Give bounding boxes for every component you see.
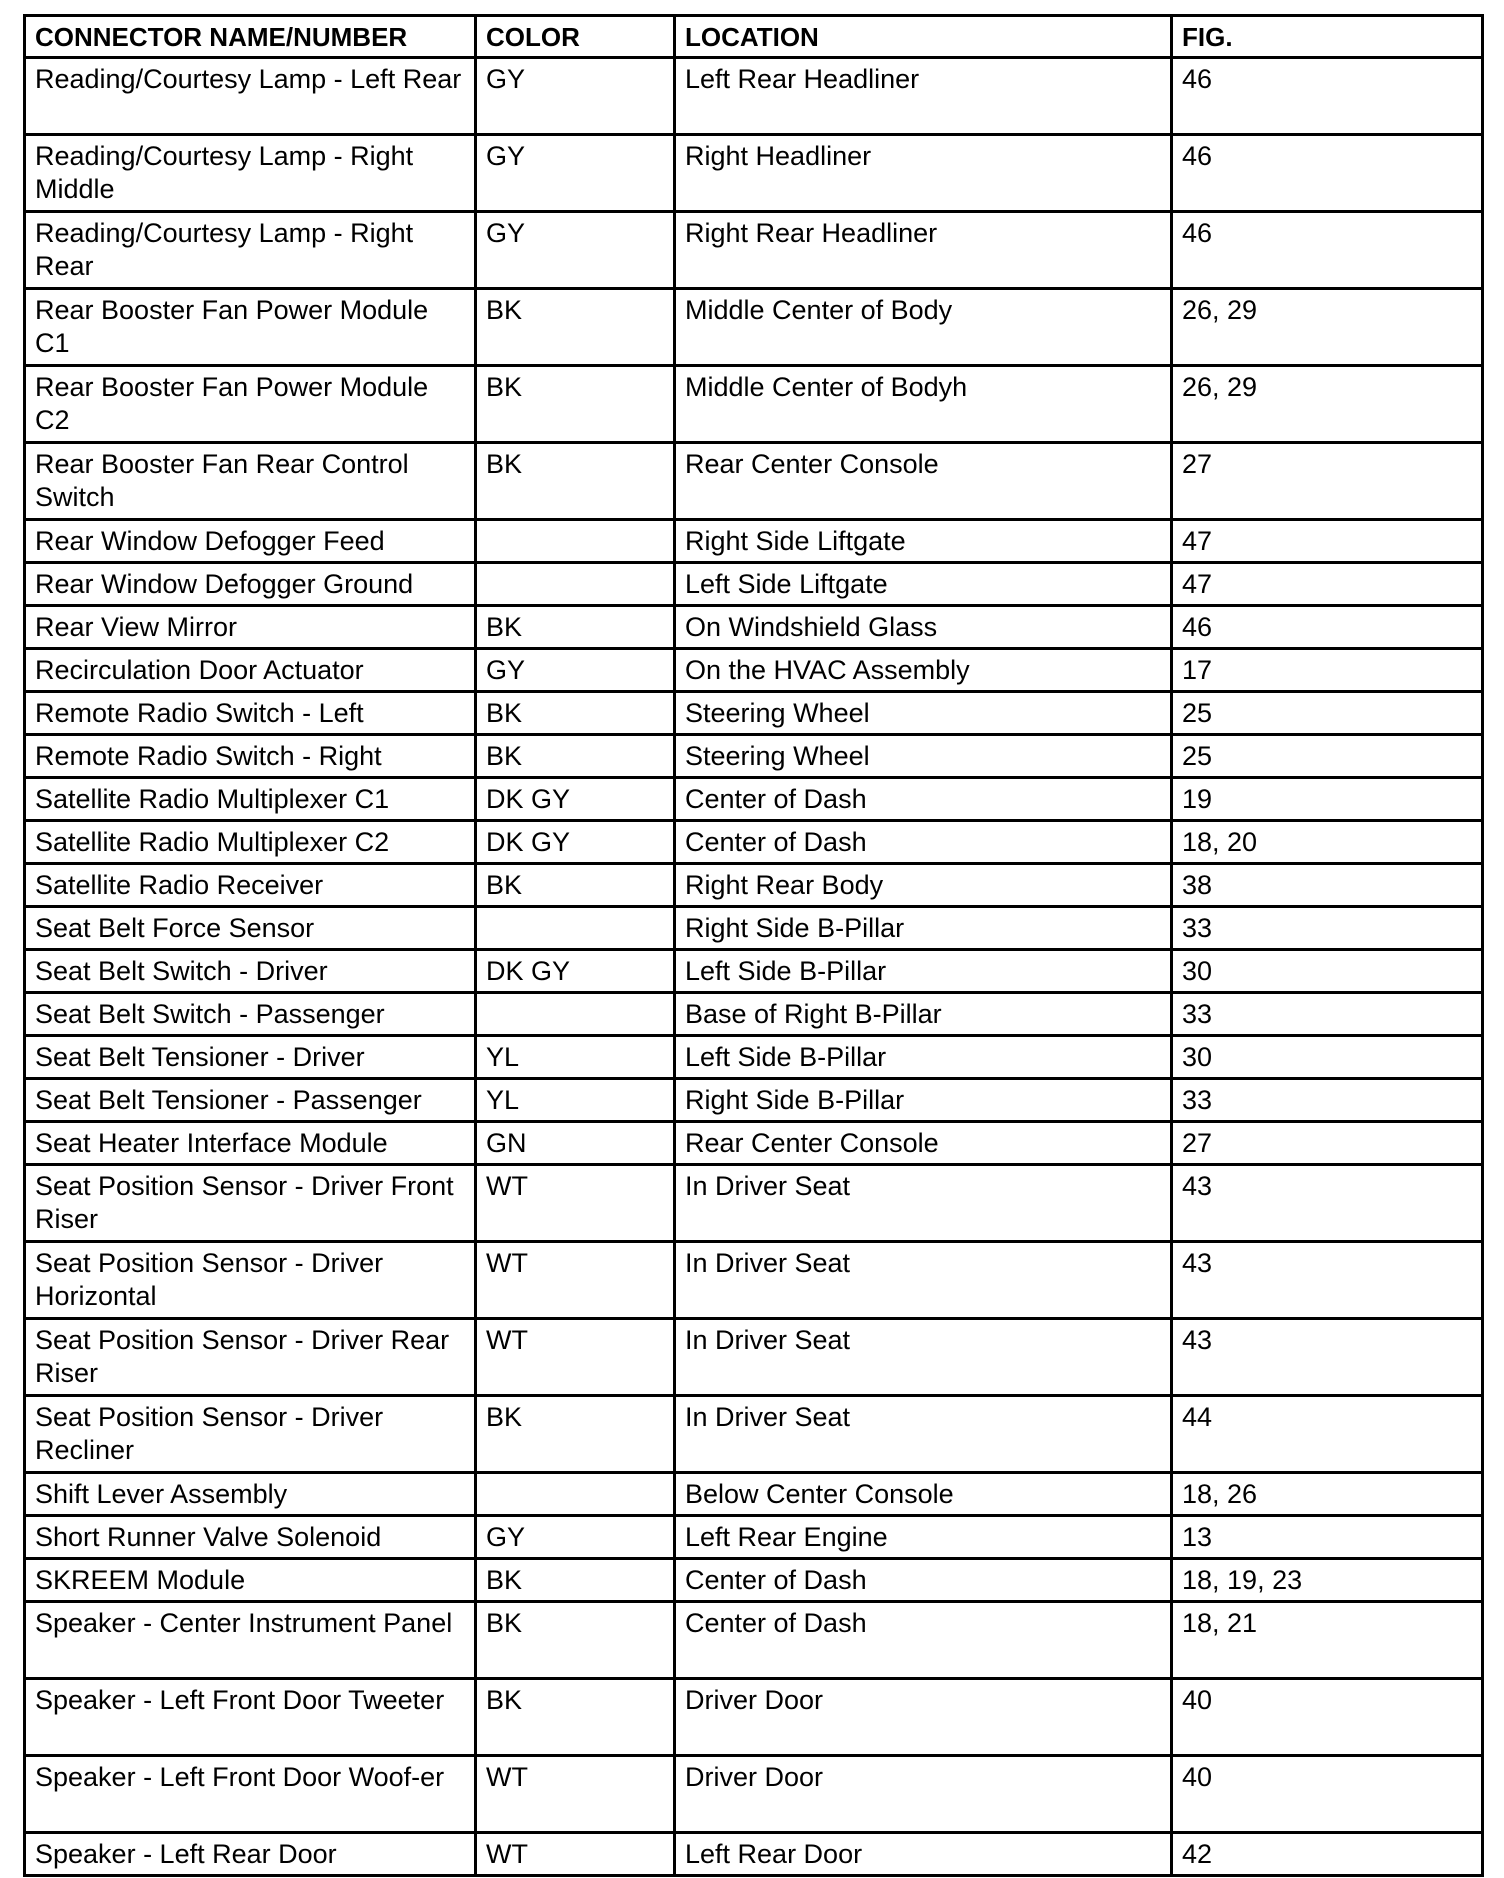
cell-color: DK GY xyxy=(476,778,675,821)
table-row xyxy=(25,1165,1483,1242)
cell-connector-name: Seat Heater Interface Module xyxy=(25,1122,476,1165)
cell-connector-name: Shift Lever Assembly xyxy=(25,1473,476,1516)
table-row xyxy=(25,443,1483,520)
table-row xyxy=(25,1516,1483,1559)
cell-fig: 18, 20 xyxy=(1172,821,1483,864)
cell-color: BK xyxy=(476,1679,675,1756)
table-row xyxy=(25,950,1483,993)
cell-connector-name: Seat Position Sensor - Driver Rear Riser xyxy=(25,1319,476,1396)
cell-location: Middle Center of Body xyxy=(675,289,1172,366)
cell-color: WT xyxy=(476,1165,675,1242)
cell-location: Left Side Liftgate xyxy=(675,563,1172,606)
cell-color xyxy=(476,907,675,950)
cell-connector-name: Seat Position Sensor - Driver Front Riser xyxy=(25,1165,476,1242)
cell-connector-name: Recirculation Door Actuator xyxy=(25,649,476,692)
cell-fig: 18, 26 xyxy=(1172,1473,1483,1516)
cell-color: BK xyxy=(476,1396,675,1473)
cell-fig: 25 xyxy=(1172,692,1483,735)
cell-location: Rear Center Console xyxy=(675,1122,1172,1165)
cell-color: GN xyxy=(476,1122,675,1165)
cell-color: GY xyxy=(476,58,675,135)
cell-fig: 47 xyxy=(1172,520,1483,563)
table-row xyxy=(25,821,1483,864)
cell-location: Center of Dash xyxy=(675,1602,1172,1679)
cell-connector-name: Speaker - Left Front Door Woof-er xyxy=(25,1756,476,1833)
table-row xyxy=(25,520,1483,563)
cell-location: Center of Dash xyxy=(675,1559,1172,1602)
cell-location: Left Side B-Pillar xyxy=(675,950,1172,993)
cell-location: Left Rear Headliner xyxy=(675,58,1172,135)
cell-connector-name: Remote Radio Switch - Right xyxy=(25,735,476,778)
cell-color: WT xyxy=(476,1319,675,1396)
cell-color: YL xyxy=(476,1036,675,1079)
cell-fig: 18, 19, 23 xyxy=(1172,1559,1483,1602)
cell-fig: 38 xyxy=(1172,864,1483,907)
cell-location: Right Rear Headliner xyxy=(675,212,1172,289)
cell-location: Right Side Liftgate xyxy=(675,520,1172,563)
cell-fig: 47 xyxy=(1172,563,1483,606)
cell-color: GY xyxy=(476,649,675,692)
cell-fig: 42 xyxy=(1172,1833,1483,1876)
cell-fig: 43 xyxy=(1172,1242,1483,1319)
header-location: LOCATION xyxy=(675,16,1172,58)
cell-fig: 40 xyxy=(1172,1679,1483,1756)
cell-connector-name: Reading/Courtesy Lamp - Left Rear xyxy=(25,58,476,135)
cell-color: BK xyxy=(476,1602,675,1679)
cell-color: BK xyxy=(476,606,675,649)
table-header-row xyxy=(25,16,1483,58)
cell-location: Base of Right B-Pillar xyxy=(675,993,1172,1036)
table-row xyxy=(25,563,1483,606)
cell-location: Center of Dash xyxy=(675,821,1172,864)
table-row xyxy=(25,289,1483,366)
cell-connector-name: Short Runner Valve Solenoid xyxy=(25,1516,476,1559)
cell-color: DK GY xyxy=(476,950,675,993)
cell-fig: 44 xyxy=(1172,1396,1483,1473)
cell-connector-name: Reading/Courtesy Lamp - Right Middle xyxy=(25,135,476,212)
cell-location: Left Side B-Pillar xyxy=(675,1036,1172,1079)
table-row xyxy=(25,1473,1483,1516)
cell-location: Below Center Console xyxy=(675,1473,1172,1516)
cell-connector-name: Rear Booster Fan Rear Control Switch xyxy=(25,443,476,520)
cell-color: WT xyxy=(476,1833,675,1876)
table-row xyxy=(25,907,1483,950)
table-row xyxy=(25,1679,1483,1756)
cell-color xyxy=(476,520,675,563)
table-row xyxy=(25,366,1483,443)
cell-connector-name: Reading/Courtesy Lamp - Right Rear xyxy=(25,212,476,289)
cell-color xyxy=(476,1473,675,1516)
cell-color: BK xyxy=(476,366,675,443)
cell-fig: 19 xyxy=(1172,778,1483,821)
cell-connector-name: Speaker - Left Rear Door xyxy=(25,1833,476,1876)
header-color: COLOR xyxy=(476,16,675,58)
cell-fig: 43 xyxy=(1172,1165,1483,1242)
cell-connector-name: Speaker - Left Front Door Tweeter xyxy=(25,1679,476,1756)
cell-location: On Windshield Glass xyxy=(675,606,1172,649)
table-row xyxy=(25,1756,1483,1833)
cell-connector-name: SKREEM Module xyxy=(25,1559,476,1602)
cell-fig: 30 xyxy=(1172,1036,1483,1079)
table-row xyxy=(25,1036,1483,1079)
cell-connector-name: Seat Position Sensor - Driver Recliner xyxy=(25,1396,476,1473)
cell-location: Driver Door xyxy=(675,1679,1172,1756)
header-fig: FIG. xyxy=(1172,16,1483,58)
cell-connector-name: Rear Booster Fan Power Module C1 xyxy=(25,289,476,366)
cell-color: BK xyxy=(476,692,675,735)
table-row xyxy=(25,1559,1483,1602)
cell-connector-name: Seat Belt Tensioner - Driver xyxy=(25,1036,476,1079)
cell-connector-name: Remote Radio Switch - Left xyxy=(25,692,476,735)
cell-connector-name: Satellite Radio Multiplexer C1 xyxy=(25,778,476,821)
cell-location: In Driver Seat xyxy=(675,1165,1172,1242)
cell-color: BK xyxy=(476,1559,675,1602)
table-row xyxy=(25,1122,1483,1165)
cell-connector-name: Seat Belt Force Sensor xyxy=(25,907,476,950)
table-row xyxy=(25,135,1483,212)
cell-color: DK GY xyxy=(476,821,675,864)
cell-connector-name: Seat Position Sensor - Driver Horizontal xyxy=(25,1242,476,1319)
cell-color: GY xyxy=(476,1516,675,1559)
cell-connector-name: Rear Booster Fan Power Module C2 xyxy=(25,366,476,443)
cell-fig: 33 xyxy=(1172,1079,1483,1122)
table-row xyxy=(25,58,1483,135)
cell-location: Right Side B-Pillar xyxy=(675,907,1172,950)
cell-fig: 43 xyxy=(1172,1319,1483,1396)
cell-location: In Driver Seat xyxy=(675,1242,1172,1319)
table-row xyxy=(25,1319,1483,1396)
table-body xyxy=(25,58,1483,1876)
table-row xyxy=(25,606,1483,649)
cell-fig: 13 xyxy=(1172,1516,1483,1559)
cell-color: BK xyxy=(476,864,675,907)
cell-fig: 18, 21 xyxy=(1172,1602,1483,1679)
table-row xyxy=(25,649,1483,692)
cell-color: GY xyxy=(476,135,675,212)
table-row xyxy=(25,692,1483,735)
cell-fig: 33 xyxy=(1172,907,1483,950)
cell-fig: 17 xyxy=(1172,649,1483,692)
table-row xyxy=(25,993,1483,1036)
cell-fig: 40 xyxy=(1172,1756,1483,1833)
cell-connector-name: Seat Belt Switch - Driver xyxy=(25,950,476,993)
cell-location: Driver Door xyxy=(675,1756,1172,1833)
cell-fig: 46 xyxy=(1172,212,1483,289)
cell-fig: 46 xyxy=(1172,135,1483,212)
cell-color: WT xyxy=(476,1756,675,1833)
cell-fig: 27 xyxy=(1172,1122,1483,1165)
cell-fig: 46 xyxy=(1172,58,1483,135)
cell-color: GY xyxy=(476,212,675,289)
cell-location: Steering Wheel xyxy=(675,692,1172,735)
cell-location: Left Rear Engine xyxy=(675,1516,1172,1559)
cell-color xyxy=(476,563,675,606)
cell-location: Steering Wheel xyxy=(675,735,1172,778)
table-row xyxy=(25,212,1483,289)
cell-location: On the HVAC Assembly xyxy=(675,649,1172,692)
table-row xyxy=(25,1602,1483,1679)
cell-location: In Driver Seat xyxy=(675,1396,1172,1473)
connector-table xyxy=(23,14,1484,1877)
cell-fig: 33 xyxy=(1172,993,1483,1036)
cell-fig: 30 xyxy=(1172,950,1483,993)
cell-connector-name: Rear View Mirror xyxy=(25,606,476,649)
cell-connector-name: Satellite Radio Receiver xyxy=(25,864,476,907)
cell-connector-name: Rear Window Defogger Ground xyxy=(25,563,476,606)
table-row xyxy=(25,1396,1483,1473)
cell-fig: 27 xyxy=(1172,443,1483,520)
cell-connector-name: Speaker - Center Instrument Panel xyxy=(25,1602,476,1679)
table-row xyxy=(25,1079,1483,1122)
cell-location: Rear Center Console xyxy=(675,443,1172,520)
cell-fig: 25 xyxy=(1172,735,1483,778)
cell-location: Right Side B-Pillar xyxy=(675,1079,1172,1122)
table-row xyxy=(25,1833,1483,1876)
cell-fig: 26, 29 xyxy=(1172,366,1483,443)
cell-color: BK xyxy=(476,443,675,520)
cell-color xyxy=(476,993,675,1036)
table-row xyxy=(25,735,1483,778)
table-row xyxy=(25,1242,1483,1319)
cell-location: In Driver Seat xyxy=(675,1319,1172,1396)
cell-color: YL xyxy=(476,1079,675,1122)
header-connector-name: CONNECTOR NAME/NUMBER xyxy=(25,16,476,58)
cell-location: Middle Center of Bodyh xyxy=(675,366,1172,443)
table-row xyxy=(25,778,1483,821)
cell-color: BK xyxy=(476,735,675,778)
cell-connector-name: Rear Window Defogger Feed xyxy=(25,520,476,563)
cell-fig: 26, 29 xyxy=(1172,289,1483,366)
table-row xyxy=(25,864,1483,907)
cell-location: Center of Dash xyxy=(675,778,1172,821)
cell-color: WT xyxy=(476,1242,675,1319)
cell-location: Left Rear Door xyxy=(675,1833,1172,1876)
cell-connector-name: Satellite Radio Multiplexer C2 xyxy=(25,821,476,864)
cell-connector-name: Seat Belt Switch - Passenger xyxy=(25,993,476,1036)
cell-connector-name: Seat Belt Tensioner - Passenger xyxy=(25,1079,476,1122)
cell-location: Right Headliner xyxy=(675,135,1172,212)
cell-location: Right Rear Body xyxy=(675,864,1172,907)
cell-fig: 46 xyxy=(1172,606,1483,649)
cell-color: BK xyxy=(476,289,675,366)
